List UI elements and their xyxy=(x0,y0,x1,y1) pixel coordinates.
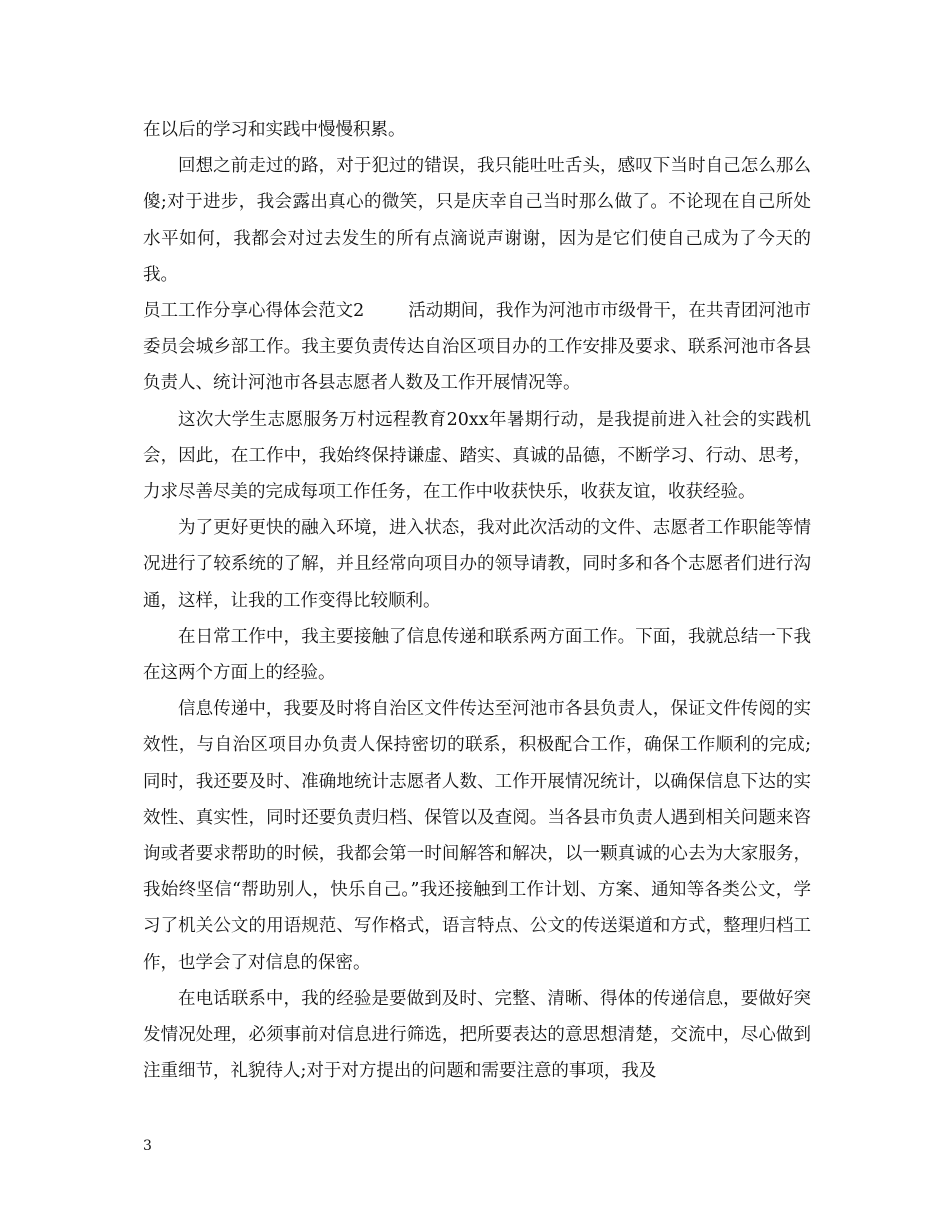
paragraph-information-transfer: 信息传递中，我要及时将自治区文件传达至河池市各县负责人，保证文件传阅的实效性，与自治区项目办负责人保持密切的联系，积极配合工作，确保工作顺利的完成;同时，我还要及时、准确地统计志愿者人数、工作开展情况统计，以确保信息下达的实效性、真实性，同时还要负责归档、保管以及查阅。当各县市负责人遇到相关问题来咨询或者要求帮助的时候，我都会第一时间解答和解决，以一颗真诚的心去为大家服务，我始终坚信“帮助别人，快乐自己。”我还接触到工作计划、方案、通知等各类公文，学习了机关公文的用语规范、写作格式，语言特点、公文的传送渠道和方式，整理归档工作，也学会了对信息的保密。 xyxy=(143,699,811,973)
document-body xyxy=(143,112,811,1089)
paragraph-reflection: 回想之前走过的路，对于犯过的错误，我只能吐吐舌头，感叹下当时自己怎么那么傻;对于进步，我会露出真心的微笑，只是庆幸自己当时那么做了。不论现在自己所处水平如何，我都会对过去发生的所有点滴说声谢谢，因为是它们使自己成为了今天的我。 xyxy=(143,156,811,285)
section-intro-text: 活动期间，我作为河池市市级骨干，在共青团河池市委员会城乡部工作。我主要负责传达自治区项目办的工作安排及要求、联系河池市各县负责人、统计河池市各县志愿者人数及工作开展情况等。 xyxy=(143,301,812,394)
paragraph-daily-work: 在日常工作中，我主要接触了信息传递和联系两方面工作。下面，我就总结一下我在这两个方面上的经验。 xyxy=(143,626,811,684)
paragraph-adapting: 为了更好更快的融入环境，进入状态，我对此次活动的文件、志愿者工作职能等情况进行了较系统的了解，并且经常向项目办的领导请教，同时多和各个志愿者们进行沟通，这样，让我的工作变得比较顺利。 xyxy=(143,518,811,611)
section-heading-paragraph xyxy=(143,293,811,402)
page-number: 3 xyxy=(143,1138,152,1154)
paragraph-volunteer-activity: 这次大学生志愿服务万村远程教育20xx年暑期行动，是我提前进入社会的实践机会，因此，在工作中，我始终保持谦虚、踏实、真诚的品德，不断学习、行动、思考，力求尽善尽美的完成每项工作任务，在工作中收获快乐，收获友谊，收获经验。 xyxy=(143,409,811,503)
paragraph-phone-contact: 在电话联系中，我的经验是要做到及时、完整、清晰、得体的传递信息，要做好突发情况处理，必须事前对信息进行筛选，把所要表达的意思想清楚，交流中，尽心做到注重细节，礼貌待人;对于对方提出的问题和需要注意的事项，我及 xyxy=(143,988,811,1082)
section-title: 员工工作分享心得体会范文2 xyxy=(143,301,365,322)
paragraph-continuation: 在以后的学习和实践中慢慢积累。 xyxy=(143,120,406,140)
